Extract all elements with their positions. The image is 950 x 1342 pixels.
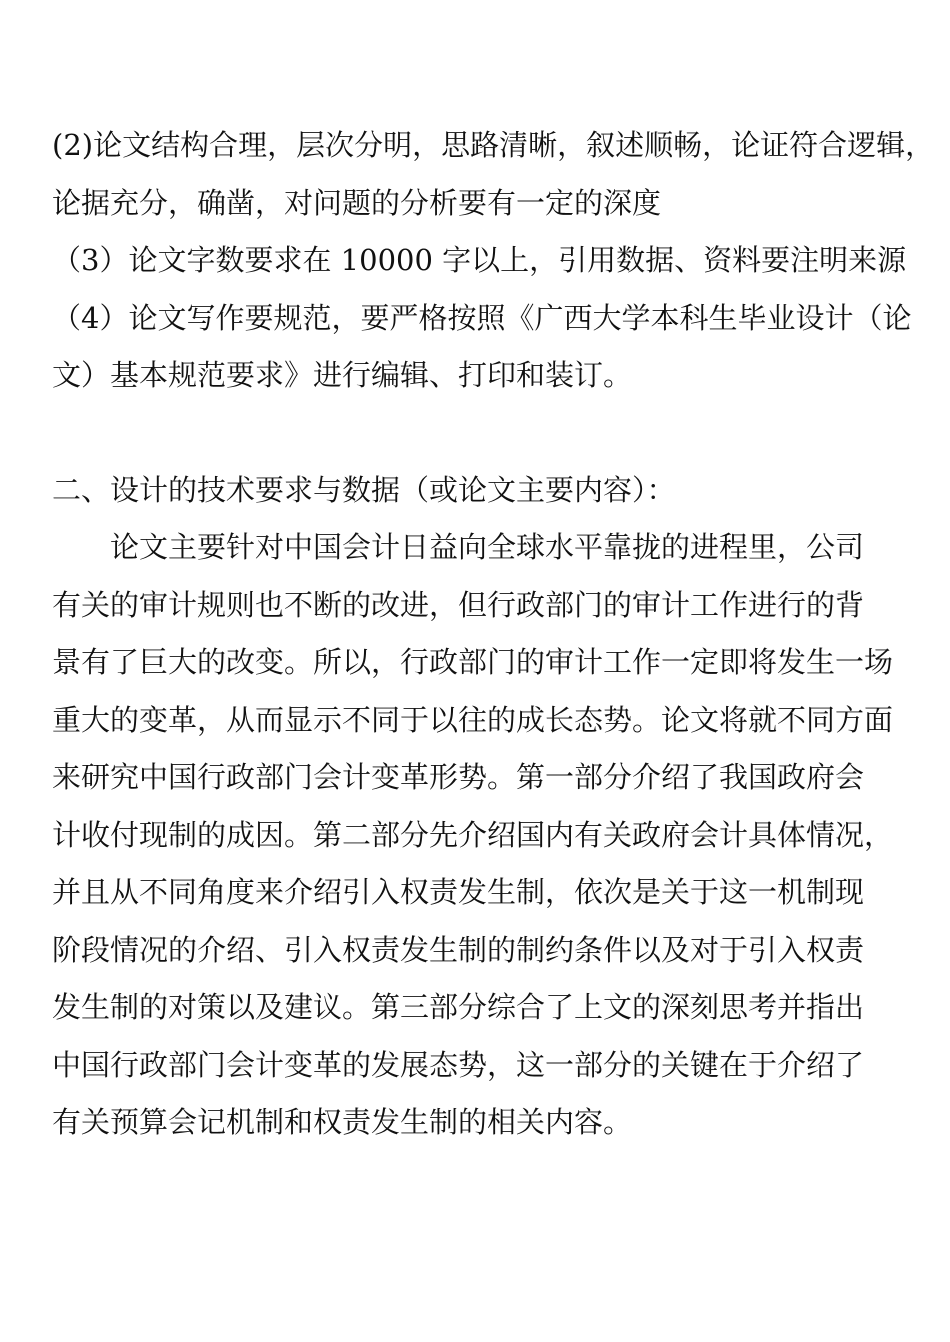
requirement-line: (2)论文结构合理，层次分明，思路清晰，叙述顺畅，论证符合逻辑， (52, 128, 935, 162)
body-line: 并且从不同角度来介绍引入权责发生制，依次是关于这一机制现 (52, 875, 865, 909)
requirement-line: （3）论文字数要求在 10000 字以上，引用数据、资料要注明来源 (52, 243, 907, 277)
body-line: 有关的审计规则也不断的改进，但行政部门的审计工作进行的背 (52, 588, 865, 622)
body-line: 重大的变革，从而显示不同于以往的成长态势。论文将就不同方面 (52, 703, 894, 737)
body-line: 中国行政部门会计变革的发展态势，这一部分的关键在于介绍了 (52, 1048, 865, 1082)
section-heading: 二、设计的技术要求与数据（或论文主要内容）： (52, 473, 676, 507)
body-line: 计收付现制的成因。第二部分先介绍国内有关政府会计具体情况， (52, 818, 894, 852)
requirement-line: （4）论文写作要规范，要严格按照《广西大学本科生毕业设计（论 (52, 301, 912, 335)
body-line: 来研究中国行政部门会计变革形势。第一部分介绍了我国政府会 (52, 760, 865, 794)
body-line: 论文主要针对中国会计日益向全球水平靠拢的进程里，公司 (110, 530, 865, 564)
body-line: 有关预算会记机制和权责发生制的相关内容。 (52, 1105, 633, 1139)
requirement-line: 论据充分，确凿，对问题的分析要有一定的深度 (52, 186, 662, 220)
body-line: 阶段情况的介绍、引入权责发生制的制约条件以及对于引入权责 (52, 933, 865, 967)
requirement-line: 文）基本规范要求》进行编辑、打印和装订。 (52, 358, 633, 392)
body-line: 景有了巨大的改变。所以，行政部门的审计工作一定即将发生一场 (52, 645, 894, 679)
body-line: 发生制的对策以及建议。第三部分综合了上文的深刻思考并指出 (52, 990, 865, 1024)
